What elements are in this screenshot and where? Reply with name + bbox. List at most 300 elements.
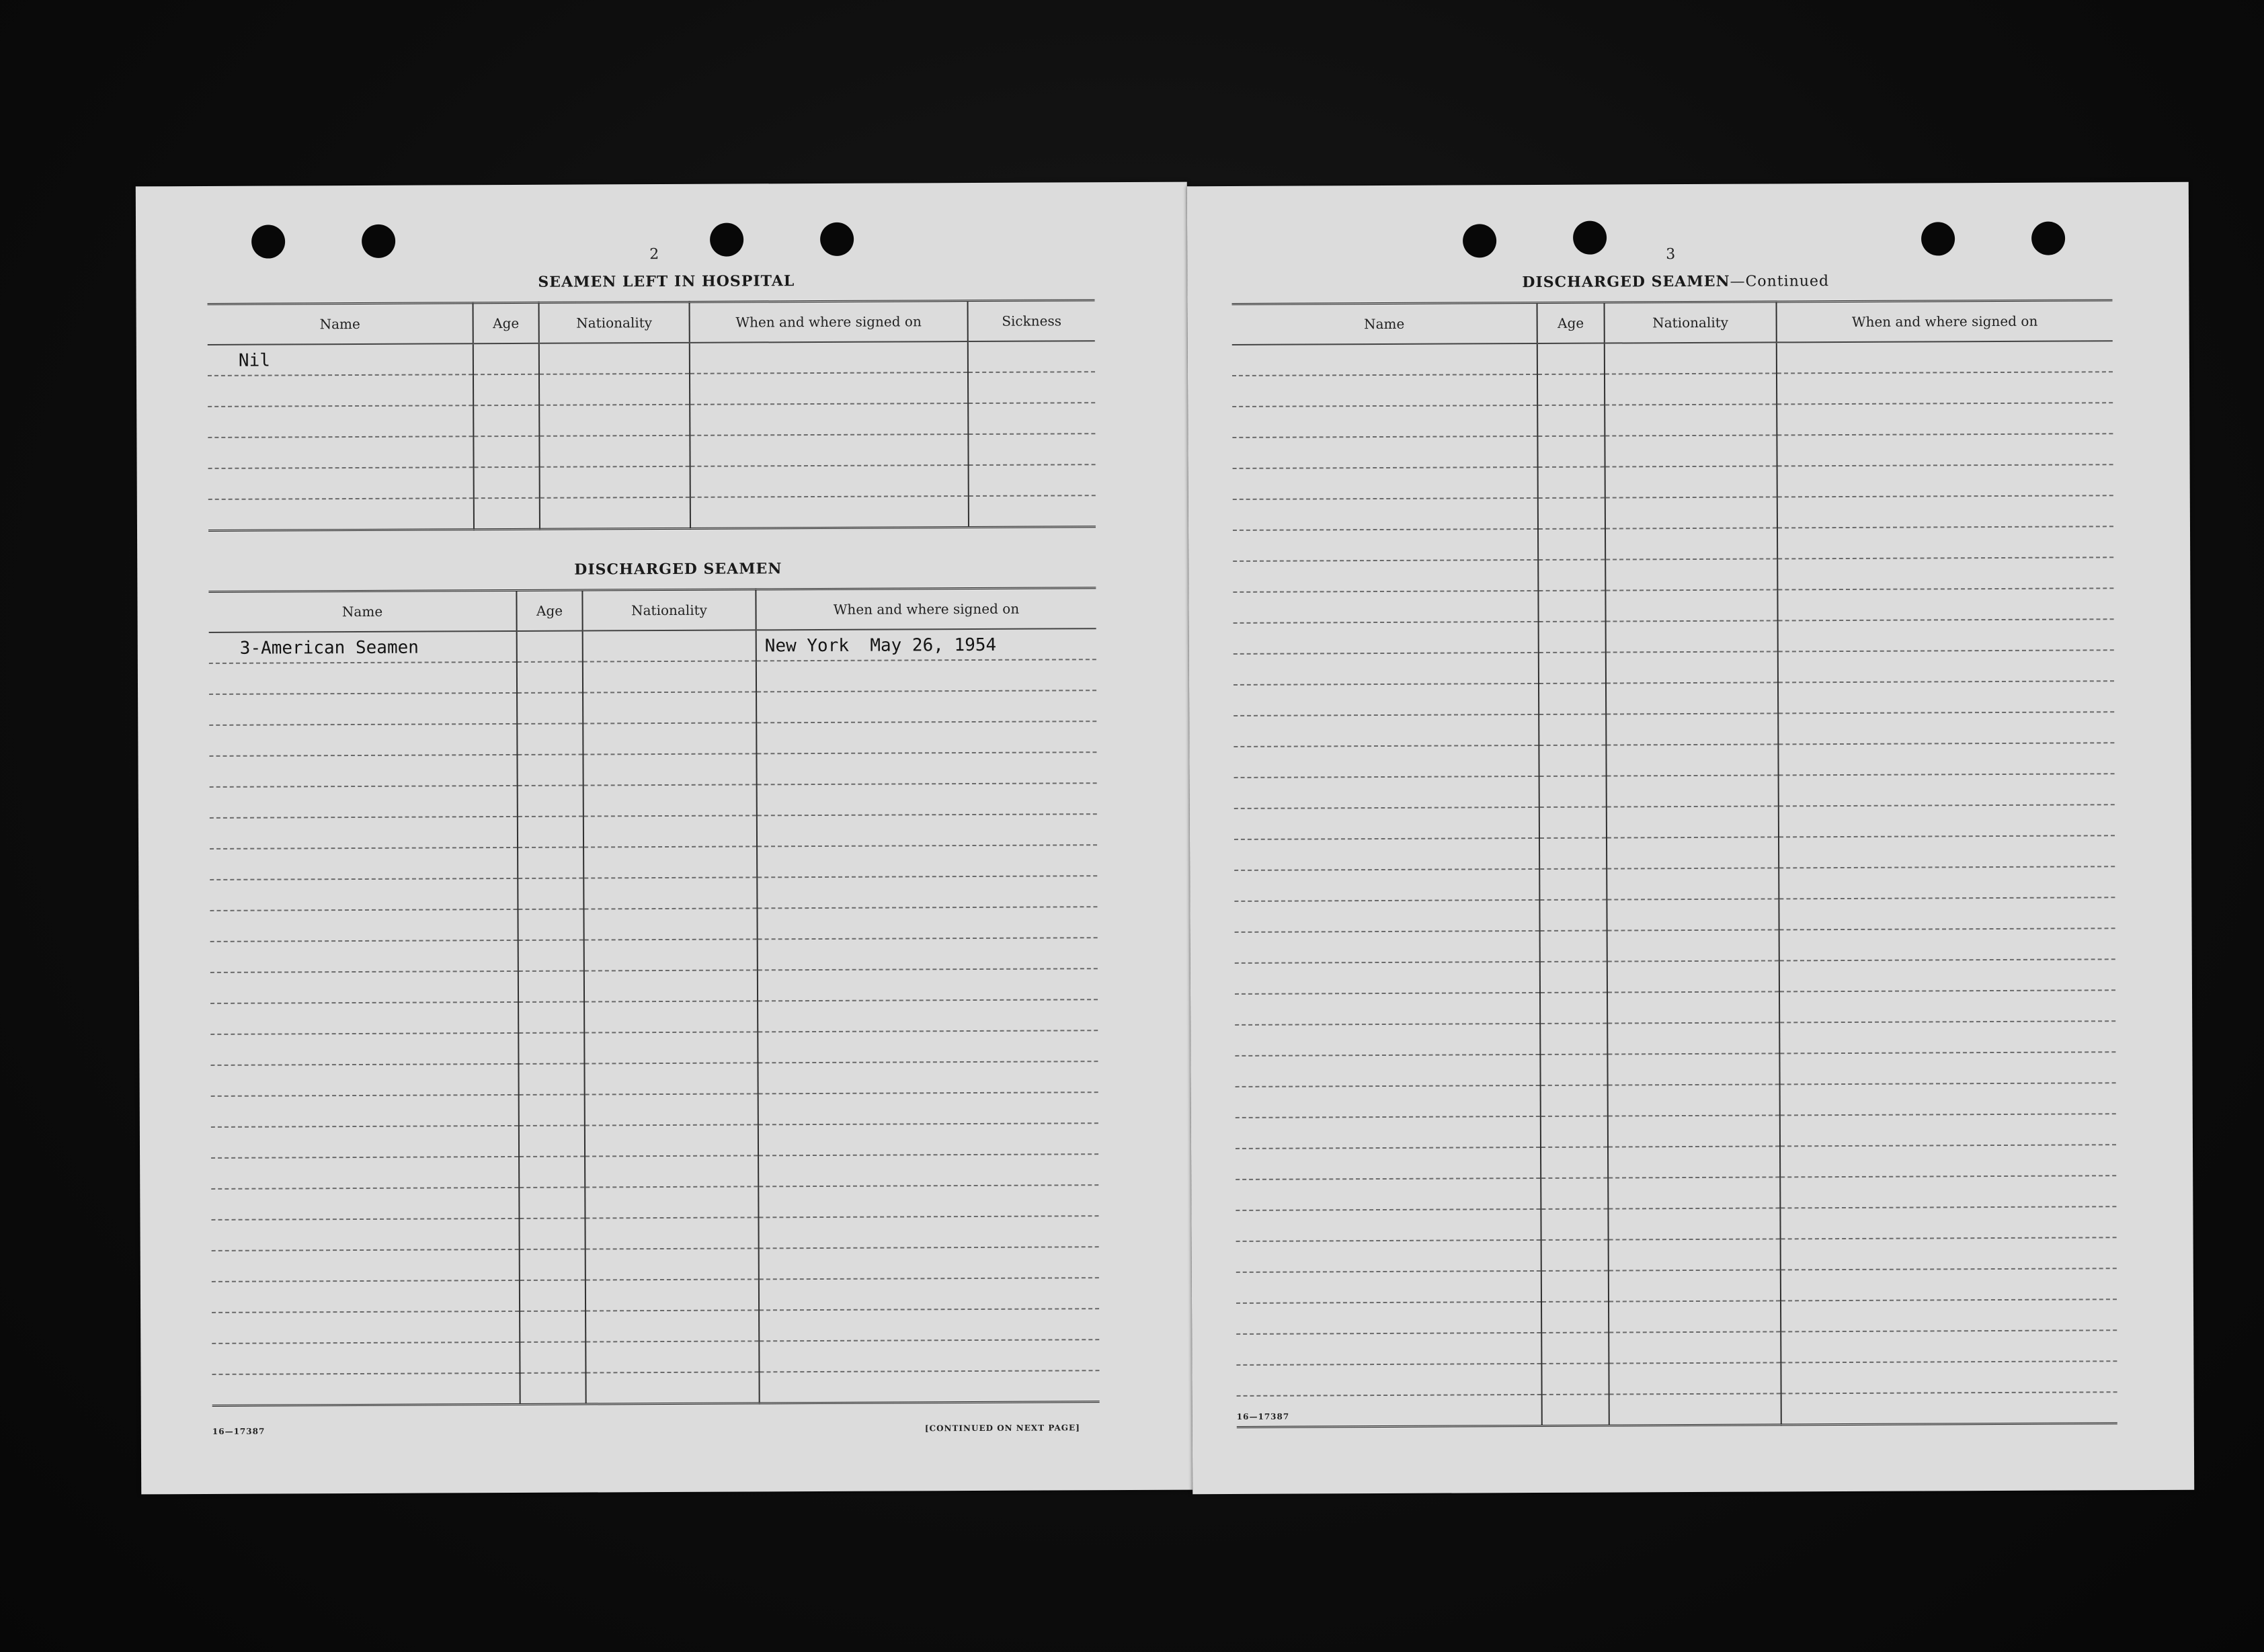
signed-on-cell (1779, 990, 2115, 1022)
age-cell (474, 467, 540, 498)
age-cell (1541, 1178, 1608, 1209)
age-cell (1541, 1302, 1609, 1333)
signed-on-cell (690, 341, 968, 374)
signed-on-cell (756, 690, 1096, 722)
nationality-cell (1605, 373, 1777, 405)
name-cell (1234, 838, 1539, 870)
name-cell (208, 436, 473, 468)
signed-on-cell (1781, 1392, 2117, 1425)
signed-on-cell (690, 372, 968, 405)
signed-on-cell (758, 968, 1098, 1001)
nationality-cell (539, 436, 690, 467)
nationality-cell (1609, 1300, 1781, 1332)
table-row (1235, 1052, 2115, 1087)
table-row (210, 876, 1097, 911)
page-number: 2 (649, 246, 660, 263)
nationality-cell (585, 1155, 758, 1187)
name-cell (1234, 714, 1539, 747)
name-cell (1236, 1333, 1541, 1365)
signed-on-cell (1777, 495, 2113, 528)
name-cell (211, 1188, 519, 1220)
signed-on-cell (758, 1154, 1098, 1186)
table-row (209, 752, 1096, 787)
age-cell (1539, 869, 1607, 900)
age-cell (1539, 684, 1606, 714)
age-cell (1539, 653, 1606, 684)
signed-on-cell (1779, 1021, 2115, 1053)
signed-on-cell (759, 1278, 1099, 1310)
table-row (1235, 990, 2115, 1025)
discharged-section-title: DISCHARGED SEAMEN (574, 560, 782, 579)
signed-on-cell (756, 659, 1096, 692)
nationality-cell (583, 692, 756, 723)
hospital-table (208, 299, 1096, 532)
name-cell (1234, 776, 1539, 809)
table-row (209, 721, 1096, 756)
name-cell (1234, 622, 1539, 654)
nationality-cell (1607, 960, 1779, 992)
signed-on-cell (759, 1370, 1099, 1403)
nationality-cell (1609, 1239, 1781, 1270)
title-suffix: —Continued (1730, 273, 1830, 290)
signed-on-cell (1779, 1052, 2115, 1084)
nationality-cell (539, 374, 690, 405)
table-row (1232, 372, 2113, 407)
age-cell (1540, 931, 1607, 962)
signed-on-cell (759, 1309, 1099, 1341)
age-cell (1542, 1395, 1609, 1426)
name-cell (212, 1249, 520, 1282)
signed-on-cell (758, 999, 1098, 1032)
table-row (211, 1185, 1098, 1220)
name-cell (1236, 1147, 1541, 1180)
name-cell (1234, 745, 1539, 778)
signed-on-cell (759, 1247, 1099, 1279)
age-cell (1541, 1116, 1608, 1147)
name-cell (209, 662, 517, 694)
signed-on-cell (758, 1061, 1098, 1093)
discharged-continued-header-row (1232, 300, 2113, 345)
age-cell (520, 1311, 585, 1342)
name-cell (1235, 931, 1540, 963)
signed-on-cell (758, 1185, 1098, 1217)
punch-hole (2031, 222, 2065, 255)
age-cell (518, 940, 584, 971)
signed-on-cell (1777, 526, 2113, 559)
age-cell (1537, 436, 1605, 467)
nationality-cell (1607, 930, 1779, 961)
name-cell (1234, 807, 1539, 839)
signed-on-cell (1777, 341, 2113, 373)
nationality-cell (585, 1372, 759, 1404)
name-cell (1236, 1240, 1541, 1272)
age-cell (1541, 1085, 1608, 1116)
age-cell (519, 1219, 585, 1249)
age-cell (1538, 591, 1605, 622)
table-row (1234, 681, 2114, 716)
title-main: DISCHARGED SEAMEN (1522, 272, 1730, 292)
signed-on-cell (1779, 928, 2115, 960)
age-cell (518, 817, 583, 848)
age-cell (517, 662, 583, 693)
nationality-cell (584, 1001, 758, 1032)
age-cell (473, 436, 539, 467)
age-cell (1537, 343, 1605, 374)
nationality-cell (583, 908, 757, 940)
nationality-cell (1605, 559, 1777, 590)
nationality-cell (584, 1032, 758, 1063)
name-cell (212, 1311, 520, 1344)
age-cell (518, 1064, 584, 1095)
nationality-cell (584, 1063, 758, 1094)
nationality-cell (1606, 682, 1778, 714)
name-cell (210, 1033, 518, 1065)
table-row (208, 372, 1095, 407)
table-row (210, 968, 1098, 1003)
nationality-cell (585, 1217, 758, 1249)
nationality-cell (1606, 744, 1778, 776)
table-row (208, 433, 1095, 468)
name-cell (1236, 1271, 1541, 1303)
nationality-cell (584, 939, 758, 970)
name-cell (1236, 1364, 1541, 1396)
name-cell (209, 631, 517, 663)
nationality-cell (1608, 1084, 1780, 1116)
table-row (211, 1216, 1098, 1251)
table-row (209, 690, 1096, 725)
signed-on-cell (1777, 588, 2113, 620)
nationality-cell (1607, 837, 1779, 868)
name-cell (208, 405, 473, 438)
table-row (211, 1123, 1098, 1158)
nationality-cell (585, 1124, 758, 1156)
hospital-section-title: SEAMEN LEFT IN HOSPITAL (538, 272, 795, 291)
discharged-table (208, 587, 1099, 1407)
table-row (1233, 464, 2113, 499)
table-row (1234, 804, 2115, 839)
age-cell (1539, 900, 1607, 931)
table-row (1236, 1083, 2116, 1118)
name-cell (209, 693, 517, 725)
signed-on-cell (1780, 1083, 2116, 1115)
table-row (1232, 403, 2113, 438)
signed-on-cell (1781, 1361, 2117, 1393)
nationality-cell (583, 630, 756, 661)
age-cell (1539, 807, 1607, 838)
sickness-cell (968, 372, 1095, 403)
signed-on-cell (1777, 403, 2113, 435)
name-cell (1236, 1178, 1541, 1210)
name-cell (1232, 343, 1537, 376)
col-header-name: Name (208, 303, 473, 345)
table-row (210, 814, 1097, 849)
signed-on-cell (757, 876, 1097, 908)
table-row (211, 1154, 1098, 1189)
table-row (1235, 1021, 2115, 1056)
age-cell (520, 1249, 585, 1280)
form-number: 16—17387 (1236, 1411, 1290, 1421)
age-cell (1540, 1024, 1607, 1055)
name-cell (1232, 436, 1537, 468)
age-cell (518, 786, 583, 817)
name-cell (210, 1002, 518, 1034)
name-cell (210, 1064, 518, 1096)
nationality-cell (583, 722, 756, 754)
name-cell (208, 374, 473, 407)
age-cell (1539, 714, 1606, 745)
age-cell (473, 374, 539, 405)
typed-entry: New York May 26, 1954 (764, 634, 997, 657)
nationality-cell (539, 343, 690, 374)
nationality-cell (584, 970, 758, 1001)
signed-on-cell (1780, 1145, 2116, 1177)
nationality-cell (1607, 991, 1779, 1023)
punch-hole (1573, 221, 1607, 255)
signed-on-cell (1778, 743, 2114, 775)
table-row (1232, 341, 2113, 376)
table-row (1232, 433, 2113, 468)
name-cell (212, 1280, 520, 1313)
nationality-cell (585, 1186, 758, 1218)
signed-on-cell (757, 845, 1097, 877)
table-row (1234, 774, 2115, 809)
name-cell (1236, 1085, 1541, 1118)
name-cell (210, 848, 518, 880)
page-left (136, 182, 1192, 1495)
signed-on-cell (1781, 1330, 2117, 1362)
nationality-cell (1606, 651, 1778, 683)
signed-on-cell (1779, 835, 2115, 868)
nationality-cell (1608, 1208, 1780, 1239)
signed-on-cell (757, 783, 1097, 815)
signed-on-cell (756, 752, 1096, 784)
table-row (1234, 866, 2115, 901)
age-cell (519, 1126, 585, 1157)
nationality-cell (583, 846, 757, 878)
signed-on-cell (1779, 804, 2115, 837)
name-cell (1233, 560, 1538, 592)
form-number: 16—17387 (212, 1426, 266, 1436)
col-header-signed-on: When and where signed on (756, 588, 1096, 630)
age-cell (1538, 498, 1605, 529)
age-cell (473, 405, 539, 436)
sickness-cell (968, 403, 1095, 434)
name-cell (1237, 1395, 1542, 1427)
nationality-cell (585, 1248, 759, 1280)
signed-on-cell (758, 1092, 1098, 1124)
age-cell (1538, 529, 1605, 560)
age-cell (517, 631, 583, 662)
age-cell (1541, 1209, 1608, 1240)
nationality-cell (1609, 1393, 1781, 1426)
signed-on-cell (1777, 372, 2113, 404)
col-header-nationality: Nationality (1605, 302, 1777, 343)
age-cell (1538, 560, 1605, 591)
nationality-cell (540, 497, 690, 529)
name-cell (1235, 993, 1540, 1025)
age-cell (474, 498, 540, 530)
name-cell (1235, 1024, 1540, 1056)
age-cell (519, 1157, 585, 1188)
sickness-cell (968, 433, 1095, 465)
nationality-cell (1606, 713, 1778, 745)
name-cell (208, 498, 474, 530)
nationality-cell (585, 1093, 758, 1125)
name-cell (1232, 374, 1537, 407)
age-cell (518, 909, 583, 940)
signed-on-cell (1780, 1206, 2116, 1239)
signed-on-cell (690, 434, 968, 466)
sickness-cell (969, 495, 1096, 527)
table-row (1236, 1268, 2117, 1303)
age-cell (518, 878, 583, 909)
name-cell (1235, 1055, 1540, 1087)
age-cell (518, 971, 584, 1002)
table-row (210, 1030, 1098, 1065)
table-row (210, 783, 1097, 818)
punch-hole (710, 222, 743, 256)
age-cell (517, 755, 583, 786)
table-row (208, 403, 1095, 438)
nationality-cell (1605, 497, 1777, 528)
age-cell (518, 1002, 584, 1033)
punch-hole (251, 224, 285, 258)
table-row (1236, 1299, 2117, 1334)
signed-on-cell (756, 721, 1096, 753)
age-cell (1539, 622, 1606, 653)
table-row (210, 999, 1098, 1034)
name-cell (211, 1219, 519, 1251)
name-cell (1233, 498, 1538, 530)
age-cell (1541, 1271, 1609, 1302)
signed-on-cell (1779, 959, 2115, 991)
nationality-cell (1607, 1053, 1779, 1085)
signed-on-cell (1779, 897, 2115, 930)
signed-on-cell (758, 938, 1098, 970)
nationality-cell (583, 815, 757, 847)
signed-on-cell (1781, 1237, 2117, 1270)
table-row (1233, 557, 2113, 592)
sickness-cell (969, 464, 1096, 496)
nationality-cell (1606, 620, 1778, 652)
nationality-cell (585, 1310, 759, 1341)
table-row (1236, 1175, 2116, 1210)
col-header-age: Age (473, 302, 539, 343)
age-cell (1541, 1364, 1609, 1395)
col-header-name: Name (1232, 302, 1537, 344)
age-cell (519, 1188, 585, 1219)
nationality-cell (585, 1279, 759, 1311)
age-cell (520, 1373, 585, 1405)
table-row (209, 628, 1096, 663)
age-cell (518, 1033, 584, 1064)
nationality-cell (1608, 1177, 1780, 1208)
name-cell (211, 1126, 519, 1158)
signed-on-cell (1777, 433, 2113, 466)
nationality-cell (1607, 899, 1779, 930)
table-row (1234, 712, 2114, 747)
age-cell (1539, 776, 1607, 807)
name-cell (208, 467, 474, 499)
signed-on-cell (757, 814, 1097, 846)
table-row (212, 1309, 1099, 1344)
col-header-age: Age (1537, 302, 1605, 343)
age-cell (473, 343, 539, 374)
nationality-cell (585, 1341, 759, 1372)
typed-entry: Nil (238, 350, 270, 371)
name-cell (1234, 869, 1539, 901)
nationality-cell (583, 661, 756, 692)
nationality-cell (1605, 342, 1777, 374)
age-cell (520, 1342, 585, 1373)
age-cell (517, 724, 583, 755)
name-cell (1233, 591, 1538, 623)
nationality-cell (1609, 1362, 1781, 1394)
nationality-cell (1607, 806, 1779, 837)
table-row (210, 1061, 1098, 1096)
signed-on-cell (1778, 681, 2114, 713)
signed-on-cell (1779, 774, 2115, 806)
typed-entry: 3-American Seamen (239, 637, 419, 659)
nationality-cell (583, 753, 756, 785)
nationality-cell (583, 877, 757, 909)
age-cell (1537, 405, 1605, 436)
nationality-cell (1609, 1270, 1781, 1301)
name-cell (209, 724, 517, 756)
name-cell (211, 1095, 519, 1127)
table-row (1234, 650, 2114, 685)
age-cell (1540, 1055, 1607, 1085)
name-cell (1234, 653, 1539, 685)
table-row (1234, 619, 2114, 654)
signed-on-cell (690, 403, 968, 436)
page-right (1187, 182, 2194, 1494)
col-header-age: Age (516, 590, 582, 631)
punch-hole (1921, 222, 1955, 255)
table-row (212, 1370, 1099, 1405)
nationality-cell (540, 466, 690, 498)
signed-on-cell (756, 628, 1096, 661)
name-cell (1236, 1302, 1541, 1334)
table-row (1236, 1145, 2116, 1180)
punch-hole (820, 222, 854, 256)
table-row (1233, 495, 2113, 530)
punch-hole (1463, 224, 1496, 257)
name-cell (1236, 1116, 1541, 1149)
table-row (1236, 1114, 2116, 1149)
discharged-continued-title (1522, 272, 1829, 291)
signed-on-cell (758, 1216, 1098, 1248)
name-cell (1236, 1209, 1541, 1241)
page-number: 3 (1666, 246, 1676, 263)
age-cell (1541, 1147, 1608, 1178)
age-cell (518, 848, 583, 878)
signed-on-cell (1778, 619, 2114, 651)
nationality-cell (1605, 589, 1777, 621)
table-row (1234, 835, 2115, 870)
signed-on-cell (759, 1339, 1099, 1372)
table-row (1233, 526, 2113, 561)
nationality-cell (1605, 435, 1777, 466)
name-cell (210, 786, 518, 818)
hospital-header-row (208, 300, 1095, 345)
name-cell (210, 878, 518, 911)
table-row (1236, 1206, 2116, 1241)
signed-on-cell (758, 1123, 1098, 1155)
table-row (208, 341, 1095, 376)
col-header-signed-on: When and where signed on (690, 301, 968, 343)
nationality-cell (1607, 868, 1779, 899)
